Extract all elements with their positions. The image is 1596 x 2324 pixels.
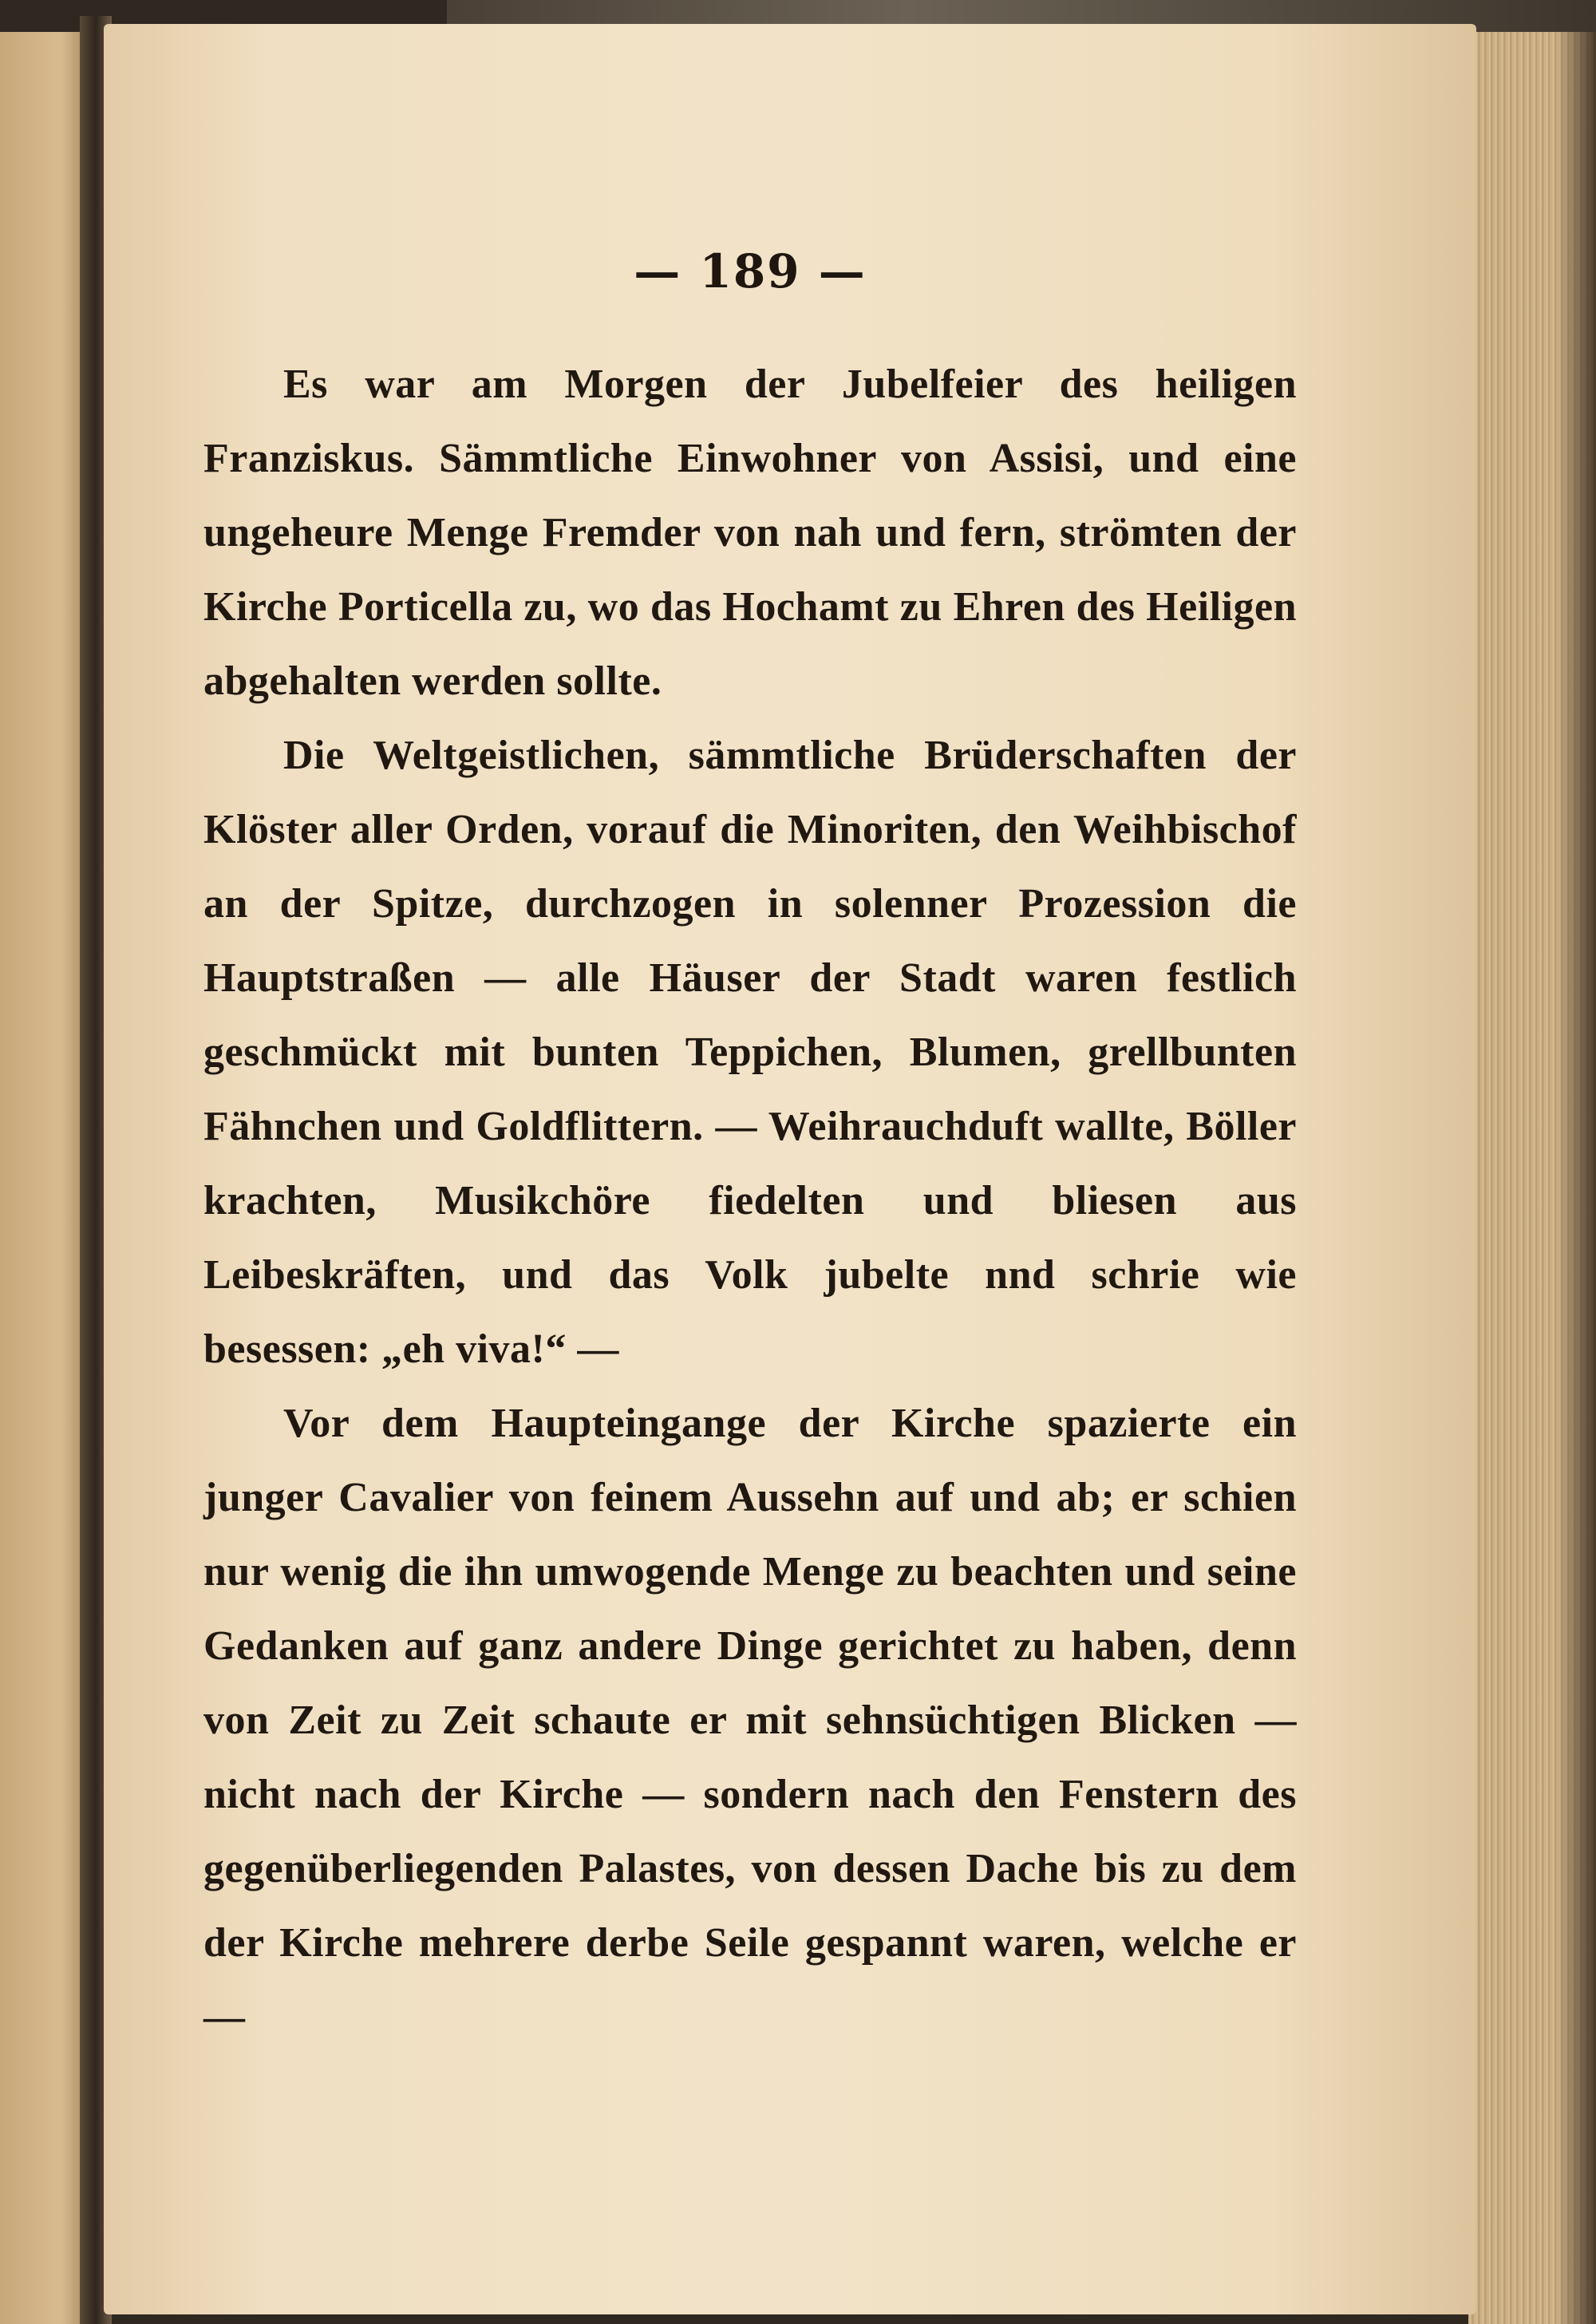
page-content <box>203 239 1297 2054</box>
page-number: — 189 — <box>634 244 867 298</box>
paragraph-3: Vor dem Haupteingange der Kirche spazierte ein junger Cavalier von feinem Aussehn auf und ab; er schien nur wenig die ihn umwogende Menge zu beachten und seine Gedanken auf ganz andere Dinge gerichtet zu haben, denn von Zeit zu Zeit schaute er mit sehnsüchtigen Blicken — nicht nach der Kirche — sondern nach den Fenstern des gegenüberliegenden Palastes, von dessen Dache bis zu dem der Kirche mehrere derbe Seile gespannt waren, welche er — <box>203 1401 1297 2040</box>
paragraph-1: Es war am Morgen der Jubelfeier des heiligen Franziskus. Sämmtliche Einwohner von Assisi, und eine ungeheure Menge Fremder von nah und fern, strömten der Kirche Porticella zu, wo das Hochamt zu Ehren des Heiligen abgehalten werden sollte. <box>203 362 1297 704</box>
left-page-edge <box>0 32 88 2324</box>
paragraph-2: Die Weltgeistlichen, sämmtliche Brüderschaften der Klöster aller Orden, vorauf die Minoriten, den Weihbischof an der Spitze, durchzogen in solenner Prozession die Hauptstraßen — alle Häuser der Stadt waren festlich geschmückt mit bunten Teppichen, Blumen, grellbunten Fähnchen und Goldflittern. — Weihrauchduft wallte, Böller krachten, Musikchöre fiedelten und bliesen aus Leibeskräften, und das Volk jubelte nnd schrie wie besessen: „eh viva!“ — <box>203 733 1297 1372</box>
page-stack-edges <box>1468 32 1596 2324</box>
